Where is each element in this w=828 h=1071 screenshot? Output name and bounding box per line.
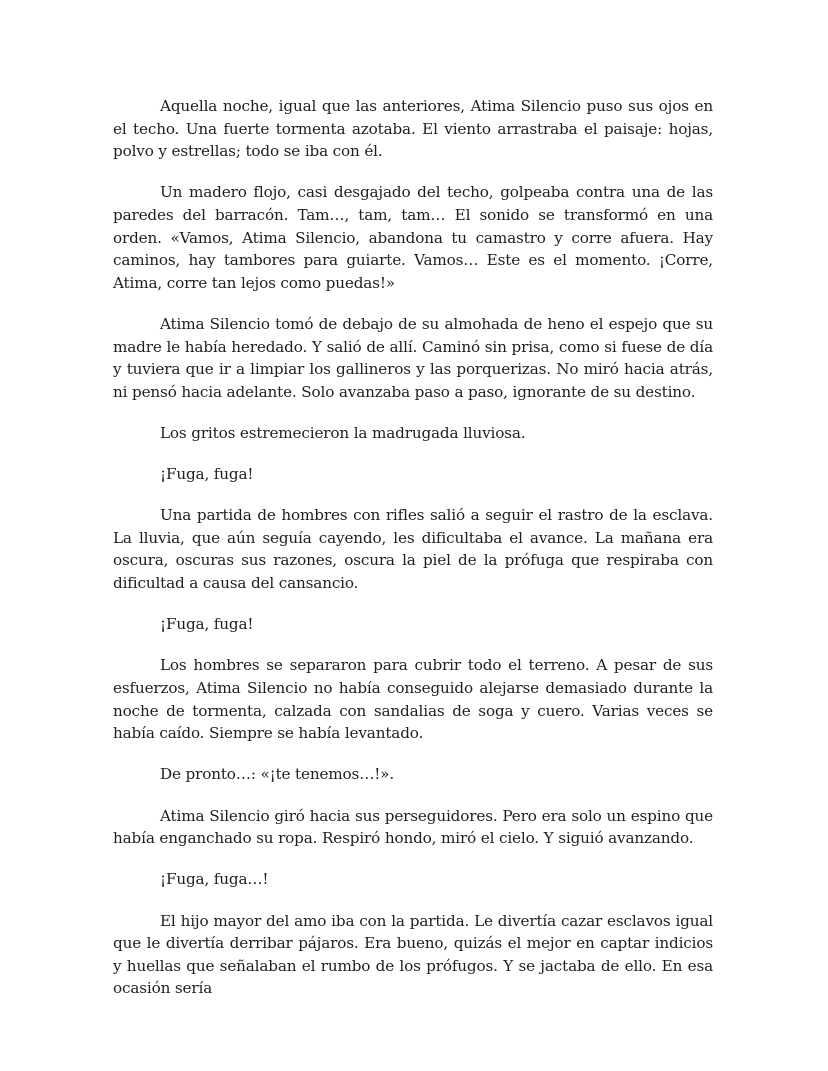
paragraph: Los hombres se separaron para cubrir todo el terreno. A pesar de sus esfuerzos, Atima Silencio no había conseguido alejarse demasiado durante la noche de tormenta, calzada con sandalias de soga y cuero. Varias veces se había caído. Siempre se había levantado. [113, 656, 713, 743]
paragraph: Aquella noche, igual que las anteriores, Atima Silencio puso sus ojos en el techo. Una fuerte tormenta azotaba. El viento arrastraba el paisaje: hojas, polvo y estrellas; todo se iba con él. [113, 97, 713, 161]
paragraph: Un madero flojo, casi desgajado del techo, golpeaba contra una de las paredes del barracón. Tam…, tam, tam… El sonido se transformó en una orden. «Vamos, Atima Silencio, abandona tu camastro y corre afuera. Hay caminos, hay tambores para guiarte. Vamos… Este es el momento. ¡Corre, Atima, corre tan lejos como puedas!» [113, 183, 713, 292]
text-body [113, 95, 713, 1019]
paragraph: ¡Fuga, fuga…! [160, 870, 269, 889]
paragraph: Atima Silencio giró hacia sus perseguidores. Pero era solo un espino que había enganchado su ropa. Respiró hondo, miró el cielo. Y siguió avanzando. [113, 806, 713, 848]
paragraph: El hijo mayor del amo iba con la partida. Le divertía cazar esclavos igual que le divertía derribar pájaros. Era bueno, quizás el mejor en captar indicios y huellas que señalaban el rumbo de los prófugos. Y se jactaba de ello. En esa ocasión sería [113, 911, 713, 998]
paragraph: De pronto…: «¡te tenemos…!». [160, 765, 395, 784]
paragraph: ¡Fuga, fuga! [160, 465, 254, 484]
paragraph: Atima Silencio tomó de debajo de su almohada de heno el espejo que su madre le había heredado. Y salió de allí. Caminó sin prisa, como si fuese de día y tuviera que ir a limpiar los gallineros y las porquerizas. No miró hacia atrás, ni pensó hacia adelante. Solo avanzaba paso a paso, ignorante de su destino. [113, 314, 713, 401]
paragraph: Los gritos estremecieron la madrugada lluviosa. [160, 423, 526, 442]
paragraph: Una partida de hombres con rifles salió a seguir el rastro de la esclava. La lluvia, que aún seguía cayendo, les dificultaba el avance. La mañana era oscura, oscuras sus razones, oscura la piel de la prófuga que respiraba con dificultad a causa del cansancio. [113, 506, 713, 593]
paragraph: ¡Fuga, fuga! [160, 615, 254, 634]
